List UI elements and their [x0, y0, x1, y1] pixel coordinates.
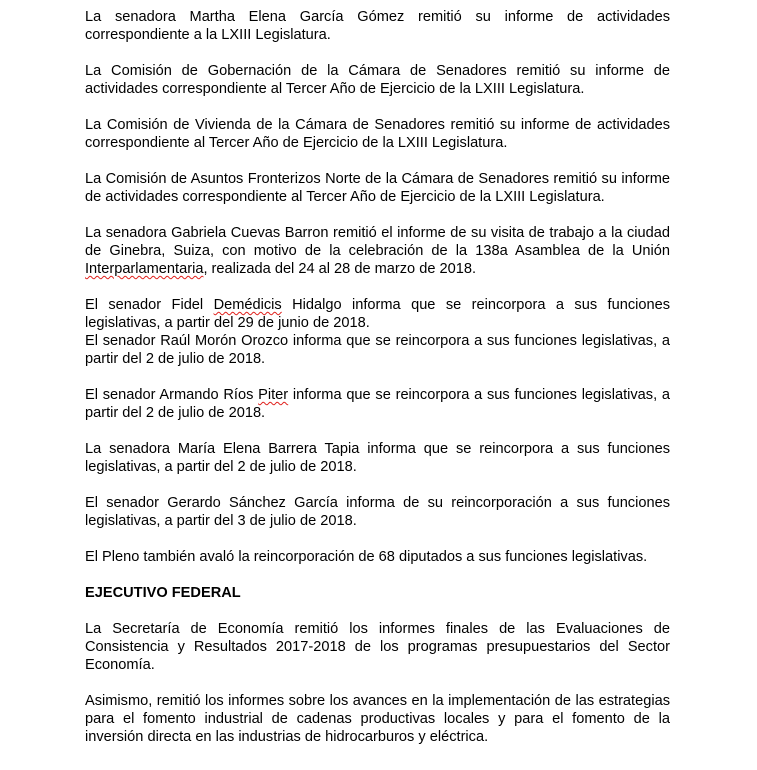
paragraph-text: La senadora Gabriela Cuevas Barron remitió el informe de su visita de trabajo a la ciudad de Ginebra, Suiza, con motivo de la celebración de la 138a Asamblea de la Unión: [85, 225, 670, 259]
paragraph-barrera-tapia: La senadora María Elena Barrera Tapia informa que se reincorpora a sus funciones legislativas, a partir del 2 de julio de 2018.: [85, 441, 670, 475]
paragraph-sanchez-garcia: El senador Gerardo Sánchez García informa de su reincorporación a sus funciones legislativas, a partir del 3 de julio de 2018.: [85, 495, 670, 529]
paragraph-text: El senador Armando Ríos: [85, 387, 259, 403]
paragraph-rios-piter: [85, 386, 670, 422]
spellcheck-flagged-word[interactable]: Demédicis: [213, 297, 282, 313]
paragraph-comision-fronterizos: La Comisión de Asuntos Fronterizos Norte de la Cámara de Senadores remitió su informe de actividades correspondiente al Tercer Año de Ejercicio de la LXIII Legislatura.: [85, 171, 670, 205]
section-heading-ejecutivo-federal: EJECUTIVO FEDERAL: [85, 585, 241, 601]
spellcheck-flagged-word[interactable]: Piter: [258, 387, 289, 403]
paragraph-garcia-gomez: La senadora Martha Elena García Gómez remitió su informe de actividades correspondiente a la LXIII Legislatura.: [85, 9, 670, 43]
paragraph-demedicis: [85, 296, 670, 332]
paragraph-comision-gobernacion: La Comisión de Gobernación de la Cámara de Senadores remitió su informe de actividades correspondiente al Tercer Año de Ejercicio de la LXIII Legislatura.: [85, 63, 670, 97]
paragraph-text: Hidalgo informa que se reincorpora a sus funciones legislativas, a partir del 29 de junio de 2018.: [85, 297, 670, 331]
paragraph-pleno-diputados: El Pleno también avaló la reincorporación de 68 diputados a sus funciones legislativas.: [85, 549, 648, 565]
paragraph-text: informa que se reincorpora a sus funciones legislativas, a partir del 2 de julio de 2018.: [85, 387, 670, 421]
spellcheck-flagged-word[interactable]: Interparlamentaria: [85, 261, 204, 277]
paragraph-cuevas-barron: [85, 224, 670, 278]
document-page: [85, 8, 670, 764]
paragraph-text: El senador Fidel: [85, 297, 214, 313]
paragraph-asimismo: Asimismo, remitió los informes sobre los avances en la implementación de las estrategias para el fomento industrial de cadenas productivas locales y para el fomento de la inversión directa en las industrias de hidrocarburos y eléctrica.: [85, 693, 670, 745]
paragraph-text: , realizada del 24 al 28 de marzo de 2018.: [203, 261, 477, 277]
paragraph-comision-vivienda: La Comisión de Vivienda de la Cámara de Senadores remitió su informe de actividades correspondiente al Tercer Año de Ejercicio de la LXIII Legislatura.: [85, 117, 670, 151]
paragraph-moron-orozco: El senador Raúl Morón Orozco informa que se reincorpora a sus funciones legislativas, a partir del 2 de julio de 2018.: [85, 333, 670, 367]
paragraph-secretaria-economia: La Secretaría de Economía remitió los informes finales de las Evaluaciones de Consistencia y Resultados 2017-2018 de los programas presupuestarios del Sector Economía.: [85, 621, 670, 673]
